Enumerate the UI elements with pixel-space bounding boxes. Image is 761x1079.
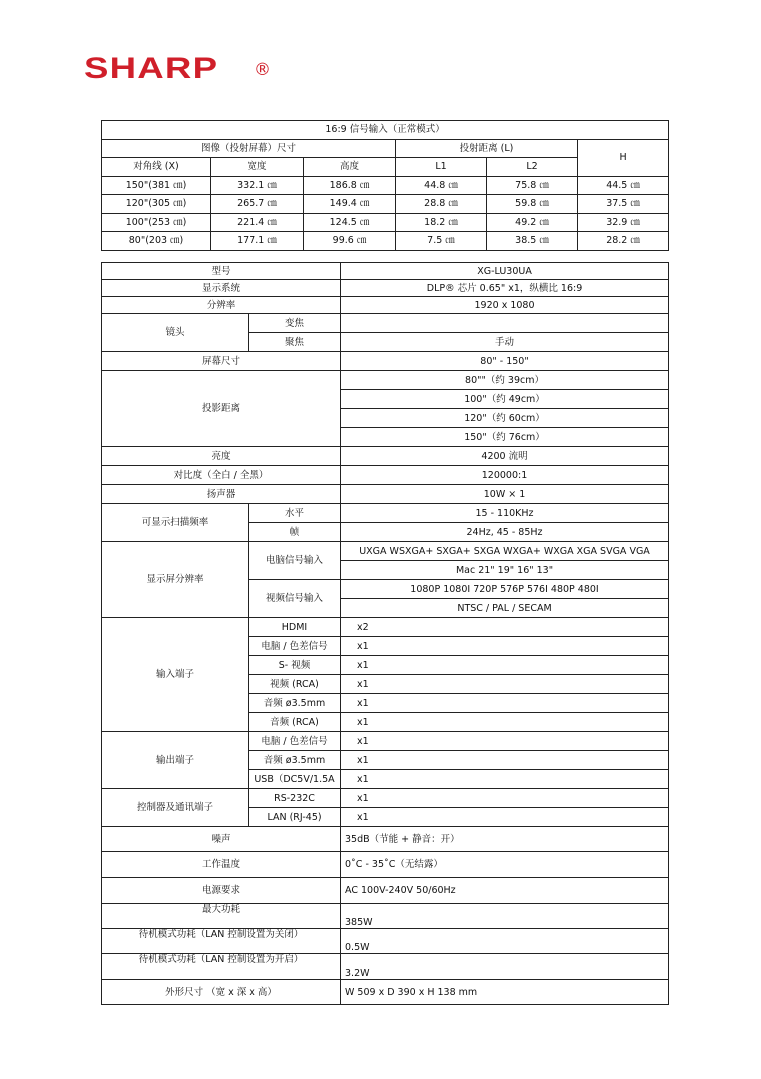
cell-h: 44.5 ㎝ [578, 176, 669, 195]
input-port-count: x1 [341, 694, 669, 713]
column-header: L2 [487, 158, 578, 177]
input-port-count: x1 [341, 675, 669, 694]
table-row [102, 232, 669, 251]
output-port-name: USB（DC5V/1.5A [249, 770, 341, 789]
spec-label-temp: 工作温度 [102, 852, 341, 878]
spec-label-resolution: 分辨率 [102, 297, 341, 314]
table-row [102, 139, 669, 158]
cell-l2: 59.8 ㎝ [487, 195, 578, 214]
input-port-count: x1 [341, 656, 669, 675]
input-port-name: 视频 (RCA) [249, 675, 341, 694]
spec-label-noise: 噪声 [102, 827, 341, 852]
table-row [102, 176, 669, 195]
table-row [102, 195, 669, 214]
cell-diagonal: 150"(381 ㎝) [102, 176, 211, 195]
brand-name: SHARP [84, 52, 219, 85]
cell-l1: 18.2 ㎝ [396, 213, 487, 232]
cell-l2: 75.8 ㎝ [487, 176, 578, 195]
input-port-name: 音频 ø3.5mm [249, 694, 341, 713]
column-header: 对角线 (X) [102, 158, 211, 177]
spec-label-scan-h: 水平 [249, 504, 341, 523]
spec-label-scan-v: 帧 [249, 523, 341, 542]
output-port-name: 音频 ø3.5mm [249, 751, 341, 770]
spec-value-speaker: 10W × 1 [341, 485, 669, 504]
sharp-logo [84, 52, 271, 86]
spec-label-dimensions: 外形尺寸 （宽 x 深 x 高） [102, 980, 341, 1005]
spec-value-model: XG-LU30UA [341, 263, 669, 280]
input-port-name: S- 视频 [249, 656, 341, 675]
spec-value-scan-v: 24Hz, 45 - 85Hz [341, 523, 669, 542]
control-port-name: RS-232C [249, 789, 341, 808]
cell-diagonal: 120"(305 ㎝) [102, 195, 211, 214]
spec-label-throw: 投影距离 [102, 371, 341, 447]
cell-l2: 49.2 ㎝ [487, 213, 578, 232]
throw-distance-header: 投射距离 (L) [396, 139, 578, 158]
table-row [102, 485, 669, 504]
spec-value-focus: 手动 [341, 333, 669, 352]
cell-l1: 7.5 ㎝ [396, 232, 487, 251]
output-port-name: 电脑 / 色差信号 [249, 732, 341, 751]
spec-value-scan-h: 15 - 110KHz [341, 504, 669, 523]
spec-value-standby-on: 3.2W [341, 954, 669, 980]
input-port-count: x1 [341, 637, 669, 656]
spec-label-display-resolution: 显示屏分辨率 [102, 542, 249, 618]
cell-h: 32.9 ㎝ [578, 213, 669, 232]
control-port-count: x1 [341, 808, 669, 827]
table-row [102, 121, 669, 140]
table-row [102, 542, 669, 561]
table-row [102, 954, 669, 980]
table-row [102, 878, 669, 904]
cell-width: 265.7 ㎝ [211, 195, 304, 214]
table-row [102, 732, 669, 751]
spec-label-standby-off: 待机模式功耗（LAN 控制设置为关闭） [102, 929, 341, 954]
specifications-table [101, 262, 669, 1005]
spec-label-brightness: 亮度 [102, 447, 341, 466]
h-header: H [578, 139, 669, 176]
spec-value-max-power: 385W [341, 904, 669, 929]
spec-value-display: DLP® 芯片 0.65" x1，纵横比 16:9 [341, 280, 669, 297]
cell-width: 177.1 ㎝ [211, 232, 304, 251]
column-header: 高度 [304, 158, 396, 177]
table-row [102, 618, 669, 637]
spec-value-throw: 100"（约 49cm） [341, 390, 669, 409]
input-port-name: 音频 (RCA) [249, 713, 341, 732]
projection-distance-table [101, 120, 669, 251]
table-row [102, 852, 669, 878]
spec-label-lens: 镜头 [102, 314, 249, 352]
cell-diagonal: 80"(203 ㎝) [102, 232, 211, 251]
cell-l1: 28.8 ㎝ [396, 195, 487, 214]
column-header: L1 [396, 158, 487, 177]
spec-label-outputs: 输出端子 [102, 732, 249, 789]
spec-value-video-input: NTSC / PAL / SECAM [341, 599, 669, 618]
output-port-count: x1 [341, 751, 669, 770]
output-port-count: x1 [341, 770, 669, 789]
table-row [102, 213, 669, 232]
spec-label-scan: 可显示扫描频率 [102, 504, 249, 542]
table-row [102, 980, 669, 1005]
spec-value-throw: 80""（约 39cm） [341, 371, 669, 390]
table-row [102, 263, 669, 280]
spec-label-screen-size: 屏幕尺寸 [102, 352, 341, 371]
input-port-count: x2 [341, 618, 669, 637]
spec-value-throw: 120"（约 60cm） [341, 409, 669, 428]
spec-value-throw: 150"（约 76cm） [341, 428, 669, 447]
spec-label-speaker: 扬声器 [102, 485, 341, 504]
spec-value-screen-size: 80" - 150" [341, 352, 669, 371]
input-port-name: 电脑 / 色差信号 [249, 637, 341, 656]
spec-value-zoom [341, 314, 669, 333]
spec-value-standby-off: 0.5W [341, 929, 669, 954]
table-row [102, 904, 669, 929]
cell-width: 332.1 ㎝ [211, 176, 304, 195]
spec-value-resolution: 1920 x 1080 [341, 297, 669, 314]
cell-width: 221.4 ㎝ [211, 213, 304, 232]
spec-label-model: 型号 [102, 263, 341, 280]
spec-label-control: 控制器及通讯端子 [102, 789, 249, 827]
spec-value-power: AC 100V-240V 50/60Hz [341, 878, 669, 904]
spec-value-pc-input: UXGA WSXGA+ SXGA+ SXGA WXGA+ WXGA XGA SVGA VGA [341, 542, 669, 561]
spec-value-contrast: 120000:1 [341, 466, 669, 485]
cell-h: 37.5 ㎝ [578, 195, 669, 214]
table-row [102, 280, 669, 297]
table-row [102, 466, 669, 485]
cell-height: 186.8 ㎝ [304, 176, 396, 195]
table-row [102, 789, 669, 808]
output-port-count: x1 [341, 732, 669, 751]
table-row [102, 371, 669, 390]
distance-table-title: 16:9 信号输入（正常模式） [102, 121, 669, 140]
cell-height: 124.5 ㎝ [304, 213, 396, 232]
input-port-name: HDMI [249, 618, 341, 637]
table-row [102, 297, 669, 314]
spec-label-standby-on: 待机模式功耗（LAN 控制设置为开启） [102, 954, 341, 980]
spec-label-focus: 聚焦 [249, 333, 341, 352]
column-header: 宽度 [211, 158, 304, 177]
spec-label-pc-input: 电脑信号输入 [249, 542, 341, 580]
spec-label-contrast: 对比度（全白 / 全黑） [102, 466, 341, 485]
table-row [102, 314, 669, 333]
input-port-count: x1 [341, 713, 669, 732]
spec-value-temp: 0˚C - 35˚C（无结露） [341, 852, 669, 878]
table-row [102, 929, 669, 954]
registered-mark: ® [254, 60, 271, 80]
table-row [102, 352, 669, 371]
control-port-count: x1 [341, 789, 669, 808]
spec-label-max-power: 最大功耗 [102, 904, 341, 929]
spec-label-power: 电源要求 [102, 878, 341, 904]
spec-value-dimensions: W 509 x D 390 x H 138 mm [341, 980, 669, 1005]
cell-height: 149.4 ㎝ [304, 195, 396, 214]
cell-h: 28.2 ㎝ [578, 232, 669, 251]
cell-diagonal: 100"(253 ㎝) [102, 213, 211, 232]
cell-l2: 38.5 ㎝ [487, 232, 578, 251]
table-row [102, 447, 669, 466]
cell-l1: 44.8 ㎝ [396, 176, 487, 195]
cell-height: 99.6 ㎝ [304, 232, 396, 251]
spec-label-zoom: 变焦 [249, 314, 341, 333]
spec-label-display: 显示系统 [102, 280, 341, 297]
spec-value-noise: 35dB（节能 + 静音：开） [341, 827, 669, 852]
spec-label-inputs: 输入端子 [102, 618, 249, 732]
table-row [102, 827, 669, 852]
spec-label-video-input: 视频信号输入 [249, 580, 341, 618]
control-port-name: LAN (RJ-45) [249, 808, 341, 827]
image-size-header: 图像（投射屏幕）尺寸 [102, 139, 396, 158]
spec-value-video-input: 1080P 1080I 720P 576P 576I 480P 480I [341, 580, 669, 599]
table-row [102, 504, 669, 523]
spec-value-pc-input: Mac 21" 19" 16" 13" [341, 561, 669, 580]
spec-value-brightness: 4200 流明 [341, 447, 669, 466]
